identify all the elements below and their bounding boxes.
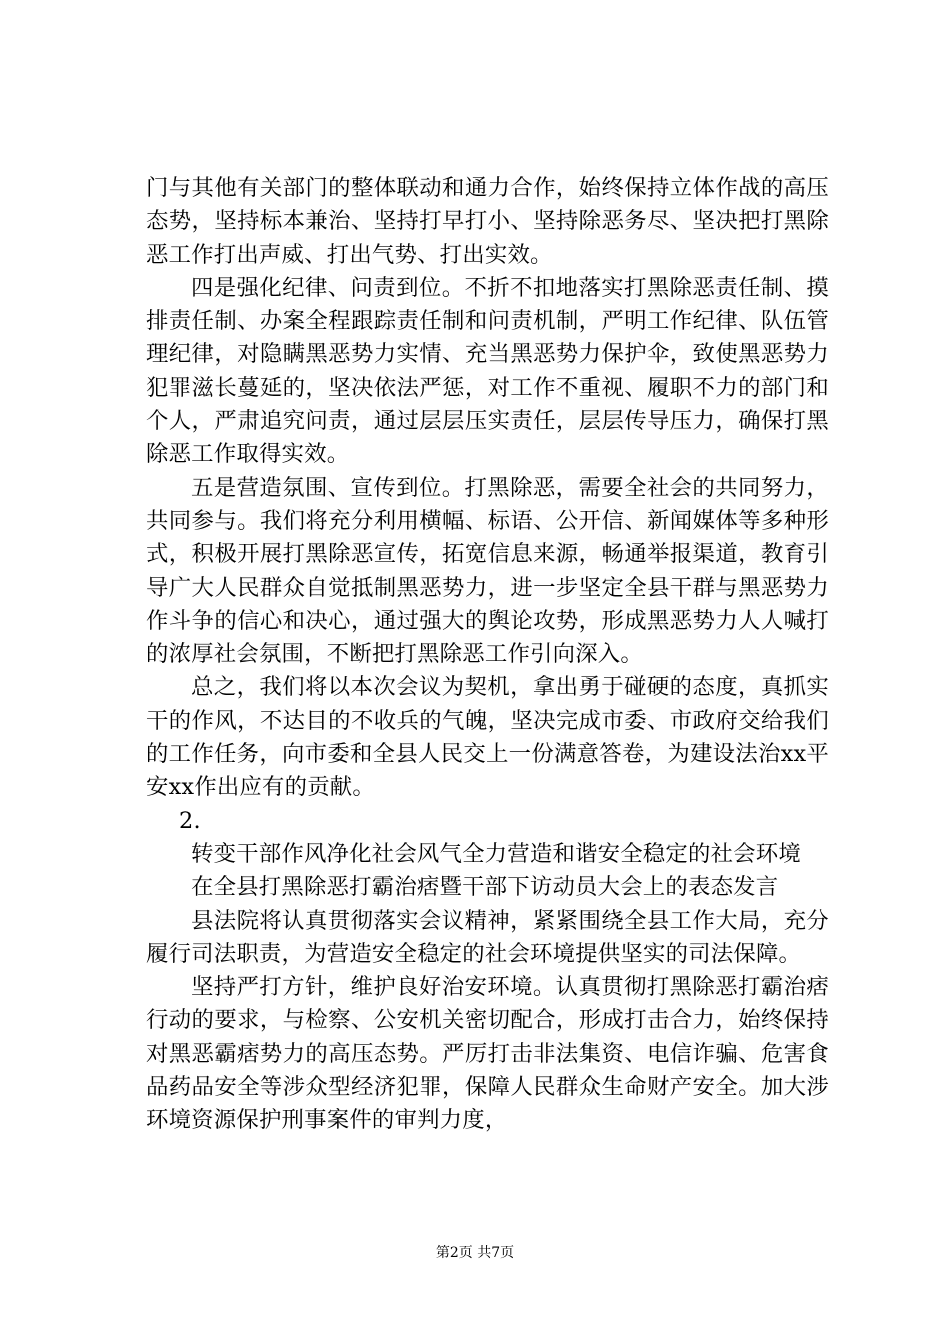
paragraph-summary: 总之，我们将以本次会议为契机，拿出勇于碰硬的态度，真抓实干的作风，不达目的不收兵的气魄，坚决完成市委、市政府交给我们的工作任务，向市委和全县人民交上一份满意答卷，为建设法治xx平安xx作出应有的贡献。 xyxy=(146,674,829,801)
section-title: 转变干部作风净化社会风气全力营造和谐安全稳定的社会环境 xyxy=(191,840,801,867)
section-number: 2. xyxy=(179,807,201,834)
page-footer: 第2页 共7页 xyxy=(435,1245,515,1261)
paragraph-crackdown: 坚持严打方针，维护良好治安环境。认真贯彻打黑除恶打霸治痞行动的要求，与检察、公安机关密切配合，形成打击合力，始终保持对黑恶霸痞势力的高压态势。严厉打击非法集资、电信诈骗、危害食品药品安全等涉众型经济犯罪，保障人民群众生命财产安全。加大涉环境资源保护刑事案件的审判力度， xyxy=(146,974,829,1134)
paragraph-court-intro: 县法院将认真贯彻落实会议精神，紧紧围绕全县工作大局，充分履行司法职责，为营造安全稳定的社会环境提供坚实的司法保障。 xyxy=(146,907,829,967)
section-subtitle: 在全县打黑除恶打霸治痞暨干部下访动员大会上的表态发言 xyxy=(191,874,779,901)
paragraph-discipline: 四是强化纪律、问责到位。不折不扣地落实打黑除恶责任制、摸排责任制、办案全程跟踪责任制和问责机制，严明工作纪律、队伍管理纪律，对隐瞒黑恶势力实情、充当黑恶势力保护伞，致使黑恶势力犯罪滋长蔓延的，坚决依法严惩，对工作不重视、履职不力的部门和个人，严肃追究问责，通过层层压实责任，层层传导压力，确保打黑除恶工作取得实效。 xyxy=(146,274,829,468)
paragraph-atmosphere: 五是营造氛围、宣传到位。打黑除恶，需要全社会的共同努力，共同参与。我们将充分利用横幅、标语、公开信、新闻媒体等多种形式，积极开展打黑除恶宣传，拓宽信息来源，畅通举报渠道，教育引导广大人民群众自觉抵制黑恶势力，进一步坚定全县干群与黑恶势力作斗争的信心和决心，通过强大的舆论攻势，形成黑恶势力人人喊打的浓厚社会氛围，不断把打黑除恶工作引向深入。 xyxy=(146,474,829,668)
document-body xyxy=(146,172,829,1138)
paragraph-continuation: 门与其他有关部门的整体联动和通力合作，始终保持立体作战的高压态势，坚持标本兼治、坚持打早打小、坚持除恶务尽、坚决把打黑除恶工作打出声威、打出气势、打出实效。 xyxy=(146,175,829,268)
